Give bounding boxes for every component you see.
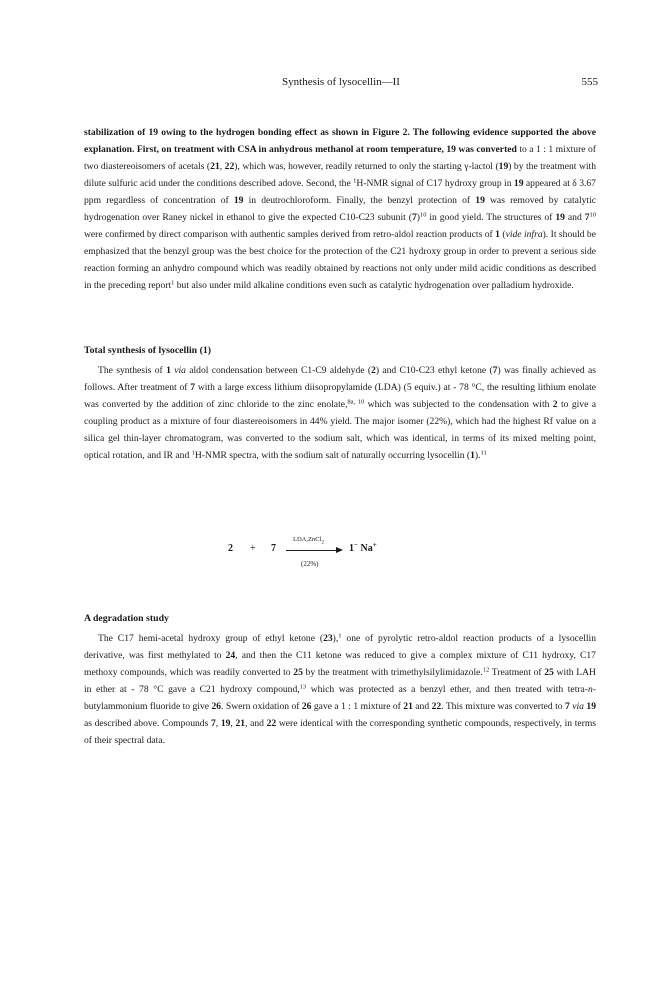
scheme-reagent-text: LDA,ZnCl xyxy=(293,536,322,543)
section-heading-degradation: A degradation study xyxy=(84,613,169,624)
scheme-counterion-charge: + xyxy=(372,541,377,549)
scheme-product-charge: − xyxy=(354,541,358,549)
scheme-counterion: Na xyxy=(360,543,373,554)
paragraph-degradation: The C17 hemi-acetal hydroxy group of ethyl ketone (23),$^1$ one of pyrolytic retro-aldol reaction products of a lysocellin derivative, was first methylated to 24, and then the C11 ketone was reduced to give a complex mixture of C11 hydroxy, C17 methoxy compounds, which was readily converted to 25 by the treatment with trimethylsilylimidazole.$^{12}$ Treatment of 25 with LAH in ether at - 78 °C gave a C21 hydroxy compound,$^{13}$ which was protected as a benzyl ether, and then treated with tetra-n-butylammonium fluoride to give 26. Swern oxidation of 26 gave a 1 : 1 mixture of 21 and 22. This mixture was converted to 7 via 19 as described above. Compounds 7, 19, 21, and 22 were identical with the corresponding synthetic compounds, respectively, in terms of their spectral data. xyxy=(84,632,597,746)
scheme-reactant-b: 7 xyxy=(271,543,276,554)
scheme-reagent xyxy=(293,536,324,545)
section-heading-total-synthesis: Total synthesis of lysocellin (1) xyxy=(84,345,212,356)
page-number: 555 xyxy=(581,76,598,88)
reaction-arrow-icon xyxy=(336,547,343,553)
running-title: Synthesis of lysocellin—II xyxy=(282,76,400,88)
scheme-product xyxy=(349,543,377,554)
reaction-scheme xyxy=(0,530,672,576)
reaction-arrow-shaft xyxy=(286,550,340,551)
scheme-reactant-a: 2 xyxy=(228,543,233,554)
scheme-reagent-subscript: 2 xyxy=(321,540,324,546)
paragraph-total-synthesis: The synthesis of 1 via aldol condensation between C1-C9 aldehyde (2) and C10-C23 ethyl ketone (7) was finally achieved as follows. After treatment of 7 with a large excess lithium diisopropylamide (LDA) (5 equiv.) at - 78 °C, the resulting lithium enolate was converted by the addition of zinc chloride to the zinc enolate,$^{8a, 10}$ which was subjected to the condensation with 2 to give a coupling product as a mixture of four diastereoisomers in 44% yield. The major isomer (22%), which had the highest Rf value on a silica gel thin-layer chromatogram, was converted to the sodium salt, which was identical, in terms of its mixed melting point, optical rotation, and IR and $^1$H-NMR spectra, with the sodium salt of naturally occurring lysocellin (1).$^{11}$ xyxy=(84,365,597,461)
scheme-yield: (22%) xyxy=(301,560,319,568)
paragraph-stabilization: stabilization of 19 owing to the hydrogen bonding effect as shown in Figure 2. The following evidence supported the above explanation. First, on treatment with CSA in anhydrous methanol at room temperature, 19 was converted to a 1 : 1 mixture of two diastereoisomers of acetals (21, 22), which was, however, readily returned to only the starting γ-lactol (19) by the treatment with dilute sulfuric acid under the conditions described adove. Second, the $^1$H-NMR signal of C17 hydroxy group in 19 appeared at δ 3.67 ppm regardless of concentration of 19 in deutrochloroform. Finally, the benzyl protection of 19 was removed by catalytic hydrogenation over Raney nickel in ethanol to give the expected C10-C23 subunit $(7)^{10}$ in good yield. The structures of 19 and $7^{10}$ were confirmed by direct comparison with authentic samples derived from retro-aldol reaction products of 1 (vide infra). It should be emphasized that the benzyl group was the best choice for the protection of the C21 hydroxy group in order to prevent a serious side reaction forming an anhydro compound which was readily obtained by reactions not only under mild acidic conditions as described in the preceding report$^1$ but also under mild alkaline conditions even such as catalytic hydrogenation over palladium hydroxide. xyxy=(84,127,597,291)
scheme-plus-sign: + xyxy=(250,543,256,554)
running-header xyxy=(84,76,598,92)
scheme-product-number: 1 xyxy=(349,543,354,554)
